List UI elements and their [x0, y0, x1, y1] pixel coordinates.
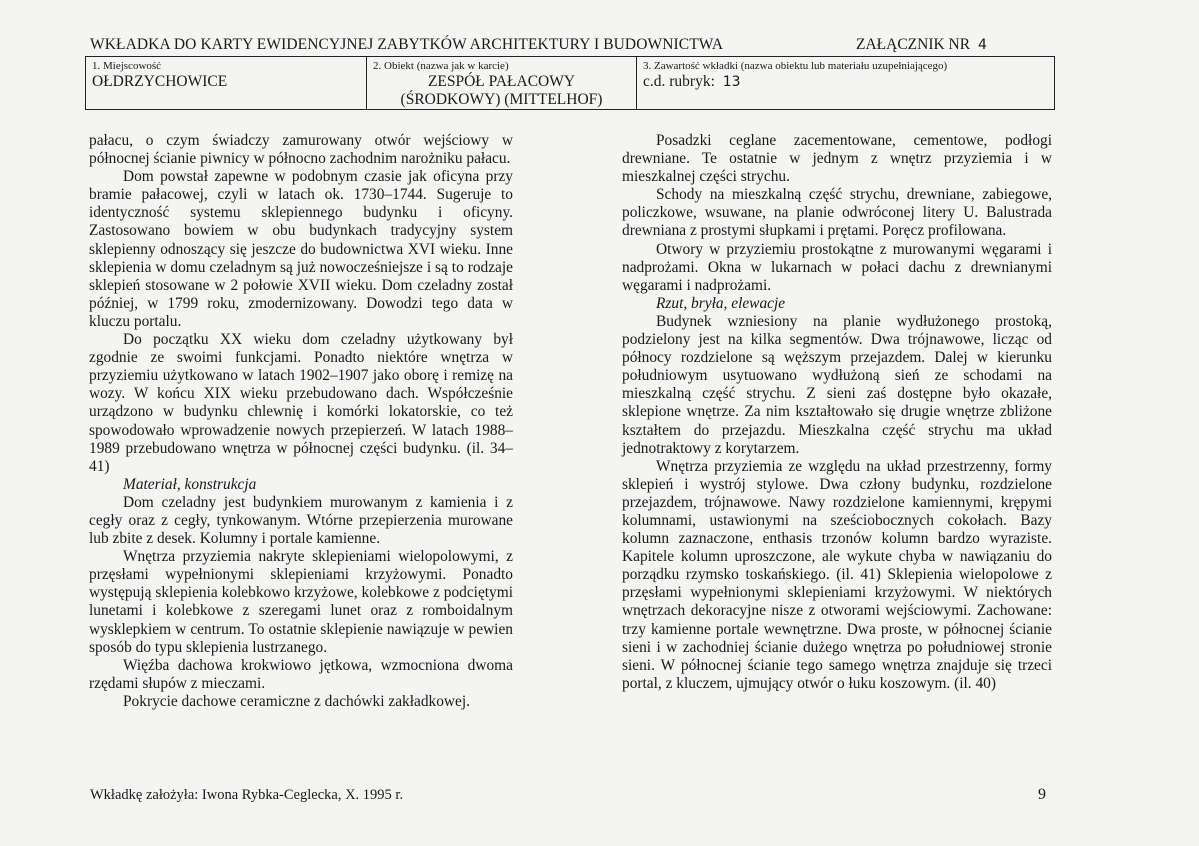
- paragraph: Schody na mieszkalną część strychu, drewniane, zabiegowe, policzkowe, wsuwane, na planie odwróconej litery U. Balustrada drewniana z prostymi słupkami i prętami. Poręcz profilowana.: [622, 186, 1052, 240]
- paragraph: Dom czeladny jest budynkiem murowanym z kamienia i z cegły oraz z cegły, tynkowanym. Wtórne przepierzenia murowane lub zbite z desek. Kolumny i portale kamienne.: [89, 493, 513, 548]
- paragraph: Dom powstał zapewne w podobnym czasie jak oficyna przy bramie pałacowej, czyli w latach ok. 1730–1744. Sugeruje to identyczność systemu sklepiennego budynku i oficyny. Zastosowano bowiem w obu budynkach tradycyjny system sklepienny odnoszący się jeszcze do budownictwa XVI wieku. Inne sklepienia w domu czeladnym są już nowocześniejsze i są to rodzaje sklepień stosowane w 2 połowie XVII wieku. Dom czeladny został później, w 1799 roku, zmodernizowany. Dowodzi tego data w kluczu portalu.: [89, 168, 513, 330]
- info-table: [85, 56, 1055, 110]
- object-value-line1: ZESPÓŁ PAŁACOWY: [427, 73, 576, 90]
- paragraph: Więźba dachowa krokwiowo jętkowa, wzmocniona dwoma rzędami słupów z mieczami.: [89, 656, 513, 692]
- paragraph: Do początku XX wieku dom czeladny użytkowany był zgodnie ze swoimi funkcjami. Ponadto niektóre wnętrza w przyziemiu użytkowano w latach 1902–1907 jako oborę i remizę na wozy. W końcu XIX wieku przebudowano dach. Współcześnie urządzono w budynku chlewnię i komórki lokatorskie, co też spowodowało wprowadzenie nowych przepierzeń. W latach 1988–1989 przebudowano wnętrza w północnej części budynku. (il. 34–41): [89, 331, 513, 475]
- right-column: [622, 132, 1052, 693]
- paragraph: Wnętrza przyziemia ze względu na układ przestrzenny, formy sklepień i wystrój stylowe. Dwa człony budynku, rozdzielone przejazdem, trójnawowe. Nawy rozdzielone kamiennymi, krępymi kolumnami, ustawionymi na sześciobocznych cokołach. Bazy kolumn zaznaczone, enthasis trzonów kolumn bardzo wyraziste. Kapitele kolumn uproszczone, ale wykute chyba w nawiązaniu do porządku rzymsko toskańskiego. (il. 41) Sklepienia wielopolowe z przęsłami wypełnionymi sklepieniami krzyżowymi. W niektórych wnętrzach dekoracyjne nisze z otworami wejściowymi. Zachowane: trzy kamienne portale wewnętrzne. Dwa proste, w północnej ścianie sieni i w zachodniej ścianie dużego wnętrza po południowej stronie sieni. W północnej ścianie tego samego wnętrza znajduje się trzeci portal, z kluczem, ujmujący otwór o łuku koszowym. (il. 40): [622, 457, 1052, 692]
- page-number: 9: [1038, 786, 1046, 803]
- object-value-line2: (ŚRODKOWY) (MITTELHOF): [400, 91, 603, 108]
- paragraph: Pokrycie dachowe ceramiczne z dachówki zakładkowej.: [123, 692, 470, 710]
- paragraph: pałacu, o czym świadczy zamurowany otwór wejściowy w północnej ścianie piwnicy w północno zachodnim narożniku pałacu.: [89, 132, 513, 168]
- section-heading: Materiał, konstrukcja: [123, 475, 257, 493]
- contents-value: [643, 73, 1048, 91]
- document-title: WKŁADKA DO KARTY EWIDENCYJNEJ ZABYTKÓW ARCHITEKTURY I BUDOWNICTWA: [90, 36, 724, 53]
- object-cell: [366, 57, 636, 109]
- annex-label-text: ZAŁĄCZNIK NR: [856, 36, 971, 53]
- contents-cell: [636, 57, 1054, 109]
- object-label: 2. Obiekt (nazwa jak w karcie): [373, 60, 509, 72]
- annex-label: [856, 36, 987, 54]
- author-note: Wkładkę założyła: Iwona Rybka-Ceglecka, X. 1995 r.: [90, 787, 404, 803]
- left-column: [89, 132, 513, 711]
- paragraph: Wnętrza przyziemia nakryte sklepieniami wielopolowymi, z przęsłami wypełnionymi sklepieniami krzyżowymi. Ponadto występują sklepienia kolebkowo krzyżowe, kolebkowe z podciętymi lunetami i kolebkowe z szeregami lunet oraz z romboidalnym wysklepkiem w centrum. To ostatnie sklepienie nawiązuje w pewien sposób do typu sklepienia lustrzanego.: [89, 548, 513, 656]
- annex-number: 4: [977, 37, 987, 53]
- paragraph: Posadzki ceglane zacementowane, cementowe, podłogi drewniane. Te ostatnie w jednym z wnętrz przyziemia i w mieszkalnej części strychu.: [622, 132, 1052, 186]
- paragraph: Budynek wzniesiony na planie wydłużonego prostoką, podzielony jest na kilka segmentów. Dwa trójnawowe, licząc od północy rozdzielone są węższym przejazdem. Dalej w kierunku południowym usytuowano wydłużoną sień ze schodami na mieszkalną część strychu. Z sieni zaś dostępne było okazałe, sklepione wnętrze. Za nim kształtowało się drugie wnętrze zbliżone kształtem do przejazdu. Mieszkalna część strychu ma układ jednotraktowy z korytarzem.: [622, 312, 1052, 457]
- section-heading: Rzut, bryła, elewacje: [656, 294, 786, 312]
- locality-label: 1. Miejscowość: [92, 60, 162, 72]
- paragraph: Otwory w przyziemiu prostokątne z murowanymi węgarami i nadprożami. Okna w lukarnach w połaci dachu z drewnianymi węgarami i nadprożami.: [622, 240, 1052, 294]
- locality-cell: [86, 57, 366, 109]
- contents-number: 13: [722, 74, 741, 90]
- contents-value-text: c.d. rubryk:: [643, 73, 715, 90]
- contents-label: 3. Zawartość wkładki (nazwa obiektu lub materiału uzupełniającego): [643, 60, 948, 72]
- locality-value: OŁDRZYCHOWICE: [92, 73, 228, 90]
